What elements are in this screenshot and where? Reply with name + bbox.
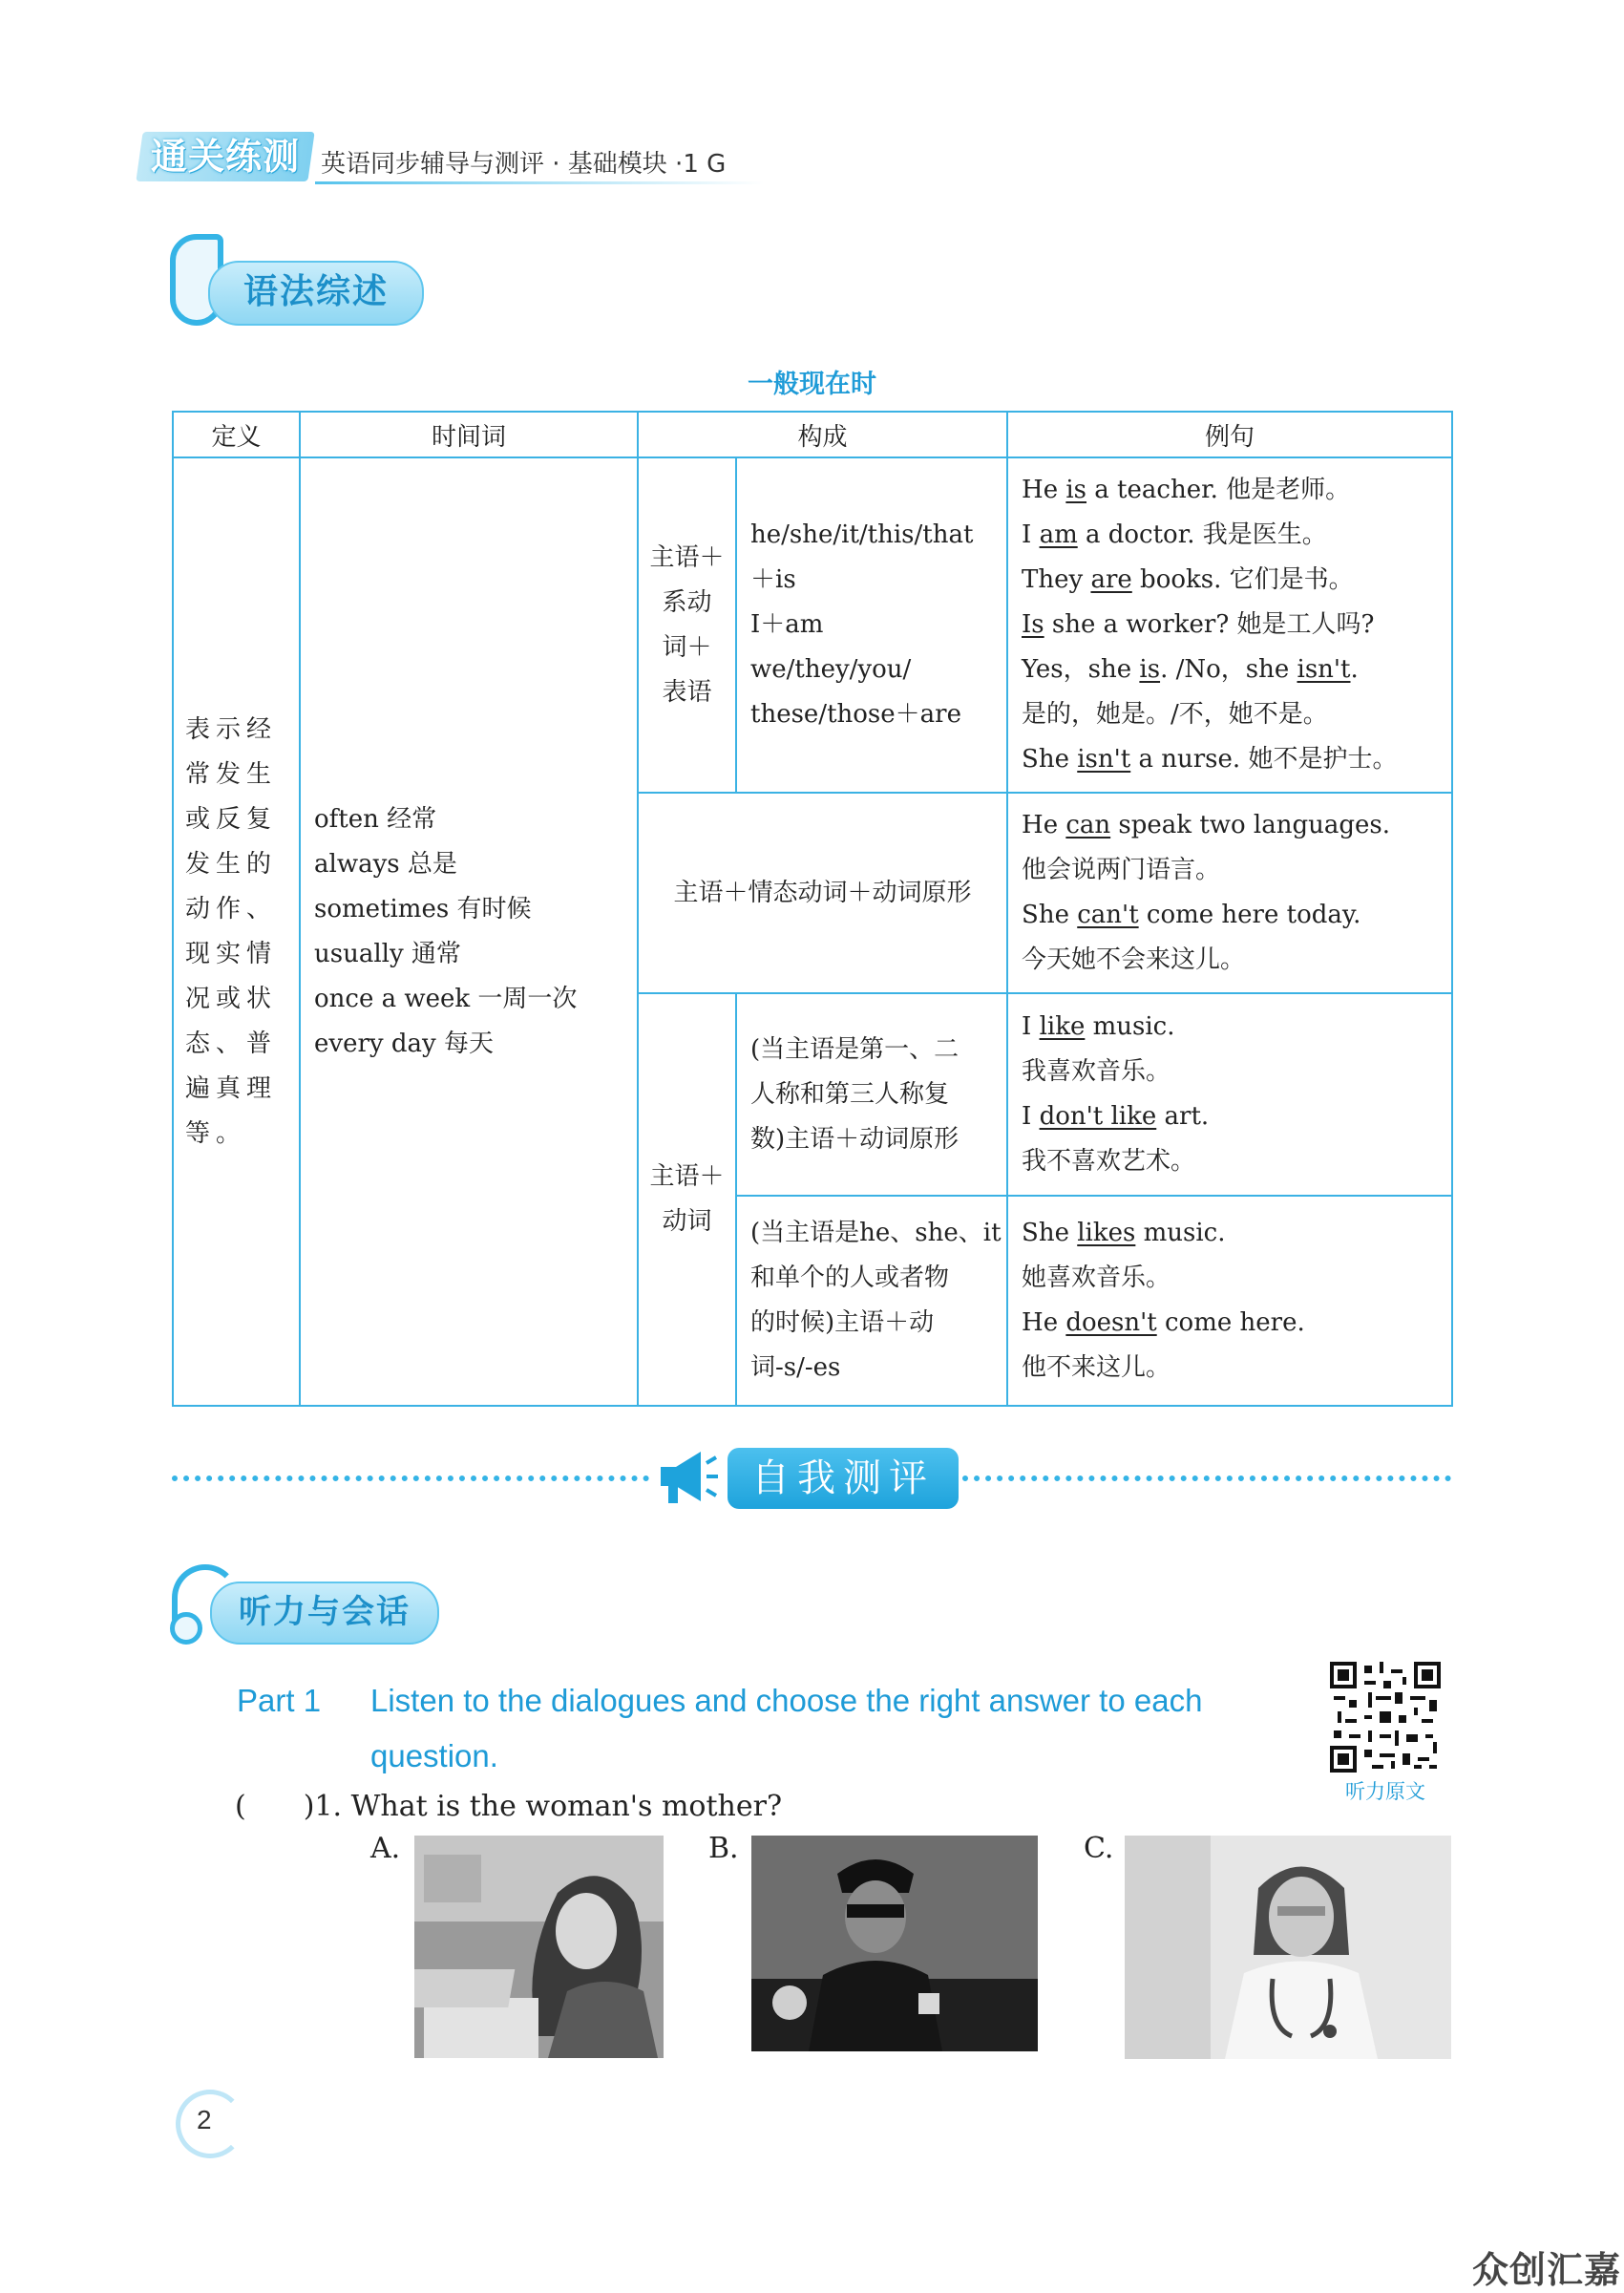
form-line: ＋is — [750, 565, 796, 594]
grammar-banner — [208, 261, 424, 326]
example-text: a teacher. 他是老师。 — [1086, 476, 1351, 504]
header-structure: 构成 — [638, 412, 1007, 457]
label-line: 动词 — [662, 1207, 712, 1236]
example-line: 她喜欢音乐。 — [1022, 1263, 1171, 1292]
part-label: Part 1 — [237, 1683, 322, 1718]
instruction-text: Listen to the dialogues and choose the right answer to each question. — [370, 1683, 1203, 1773]
example-text: . — [1350, 655, 1359, 684]
underlined-verb: like — [1039, 1012, 1086, 1041]
example-line — [1022, 558, 1438, 603]
police-officer-photo[interactable] — [751, 1836, 1038, 2051]
header-time-words: 时间词 — [300, 412, 638, 457]
example-line — [1022, 893, 1438, 938]
example-text: speak two languages. — [1110, 811, 1391, 839]
example-line — [1022, 1301, 1438, 1346]
example-line — [1022, 1005, 1438, 1050]
be-examples-cell — [1007, 457, 1452, 793]
header-examples: 例句 — [1007, 412, 1452, 457]
underlined-verb: can — [1065, 811, 1111, 839]
header-rule — [315, 181, 764, 184]
form-line: 的时候)主语＋动 — [750, 1308, 935, 1337]
example-line — [1022, 603, 1438, 648]
base-verb-examples-cell — [1007, 993, 1452, 1196]
doctor-photo[interactable] — [1125, 1836, 1451, 2059]
be-forms-cell — [736, 457, 1007, 793]
underlined-verb: are — [1090, 565, 1132, 594]
book-subtitle: 英语同步辅导与测评 · 基础模块 ·1 G — [321, 150, 727, 179]
example-text: music. — [1085, 1012, 1175, 1041]
example-text: He — [1022, 1308, 1066, 1337]
example-text: . /No，she — [1160, 655, 1297, 684]
example-line — [1022, 1211, 1438, 1256]
self-test-banner — [728, 1448, 959, 1509]
example-line — [1022, 648, 1438, 692]
form-line: (当主语是第一、二 — [750, 1034, 960, 1064]
qr-caption: 听力原文 — [1345, 1780, 1425, 1803]
example-line — [1022, 737, 1438, 782]
label-line: 词＋ — [662, 632, 712, 662]
example-line: 我不喜欢艺术。 — [1022, 1147, 1196, 1176]
example-text: He — [1022, 811, 1066, 839]
label-line: 主语＋ — [649, 542, 725, 572]
example-text: She — [1022, 901, 1078, 929]
table-title: 一般现在时 — [748, 370, 876, 399]
table-header-row — [173, 412, 1452, 457]
example-text: a nurse. 她不是护士。 — [1130, 745, 1398, 774]
underlined-verb: isn't — [1077, 745, 1131, 774]
linking-verb-label — [638, 457, 736, 793]
answer-blank[interactable]: ( )1. — [235, 1790, 343, 1823]
base-verb-form-cell — [736, 993, 1007, 1196]
third-person-examples-cell — [1007, 1196, 1452, 1406]
example-text: come here today. — [1138, 901, 1361, 929]
example-line: 他不来这儿。 — [1022, 1353, 1171, 1382]
grammar-banner-text: 语法综述 — [243, 272, 389, 311]
listening-banner-text: 听力与会话 — [239, 1593, 411, 1631]
form-line: these/those＋are — [750, 700, 961, 729]
time-word: often 经常 — [314, 804, 437, 834]
example-text: come here. — [1156, 1308, 1305, 1337]
option-b-label[interactable]: B. — [708, 1832, 739, 1865]
page-number: 2 — [197, 2105, 212, 2134]
example-text: music. — [1135, 1219, 1226, 1247]
definition-cell: 表示经常发生或反复发生的动作、现实情况或状态、普遍真理等。 — [173, 457, 300, 1406]
form-line: 词-s/-es — [750, 1353, 841, 1382]
example-text: They — [1022, 565, 1091, 594]
modal-form-cell: 主语＋情态动词＋动词原形 — [638, 793, 1007, 993]
headphone-earcup-icon — [170, 1612, 202, 1645]
time-word: usually 通常 — [314, 939, 461, 968]
table-row — [173, 457, 1452, 793]
watermark: 众创汇嘉 — [1472, 2249, 1622, 2291]
example-line: 是的，她是。/不，她不是。 — [1022, 700, 1328, 729]
self-test-banner-text: 自我测评 — [751, 1456, 935, 1500]
time-word: always 总是 — [314, 849, 457, 879]
dotted-divider-left — [172, 1476, 649, 1481]
series-logo-text: 通关练测 — [150, 136, 300, 178]
example-line: 他会说两门语言。 — [1022, 856, 1221, 884]
example-line — [1022, 803, 1438, 848]
form-line: 和单个的人或者物 — [750, 1263, 950, 1292]
example-text: I — [1022, 1102, 1040, 1131]
underlined-verb: isn't — [1297, 655, 1351, 684]
example-text: art. — [1156, 1102, 1210, 1131]
example-text: books. 它们是书。 — [1131, 565, 1354, 594]
option-c-label[interactable]: C. — [1084, 1832, 1114, 1865]
example-text: a doctor. 我是医生。 — [1077, 520, 1327, 549]
example-line — [1022, 468, 1438, 513]
underlined-verb: don't like — [1039, 1102, 1157, 1131]
example-line — [1022, 513, 1438, 558]
time-words-cell — [300, 457, 638, 1406]
underlined-verb: doesn't — [1065, 1308, 1157, 1337]
dotted-divider-right — [962, 1476, 1451, 1481]
verb-label — [638, 993, 736, 1406]
megaphone-icon — [655, 1444, 718, 1509]
qr-code-icon[interactable] — [1330, 1662, 1441, 1773]
example-text: She — [1022, 745, 1078, 774]
series-logo — [136, 132, 314, 181]
label-line: 系动 — [662, 587, 712, 617]
underlined-verb: can't — [1077, 901, 1139, 929]
example-line — [1022, 1094, 1438, 1139]
form-line: 人称和第三人称复 — [750, 1079, 950, 1109]
form-line: he/she/it/this/that — [750, 520, 974, 549]
form-line: 数)主语＋动词原形 — [750, 1124, 960, 1154]
underlined-verb: likes — [1077, 1219, 1136, 1247]
listening-banner — [210, 1582, 439, 1645]
woman-with-laptop-photo[interactable] — [414, 1836, 664, 2058]
label-line: 主语＋ — [649, 1162, 725, 1191]
underlined-verb: is — [1139, 655, 1161, 684]
example-line: 我喜欢音乐。 — [1022, 1057, 1171, 1086]
example-text: she a worker? 她是工人吗? — [1044, 610, 1375, 639]
label-line: 表语 — [662, 677, 712, 707]
form-line: we/they/you/ — [750, 655, 912, 684]
underlined-verb: am — [1039, 520, 1078, 549]
modal-examples-cell — [1007, 793, 1452, 993]
question-1 — [235, 1782, 782, 1824]
option-a-label[interactable]: A. — [370, 1832, 401, 1865]
question-text: What is the woman's mother? — [350, 1790, 783, 1823]
form-line: (当主语是he、she、it — [750, 1219, 1002, 1247]
underlined-verb: Is — [1022, 610, 1044, 639]
header-definition: 定义 — [173, 412, 300, 457]
grammar-table — [172, 411, 1453, 1407]
underlined-verb: is — [1065, 476, 1087, 504]
example-text: I — [1022, 1012, 1040, 1041]
form-line: I＋am — [750, 610, 824, 639]
example-text: He — [1022, 476, 1066, 504]
time-word: once a week 一周一次 — [314, 984, 578, 1013]
third-person-form-cell — [736, 1196, 1007, 1406]
example-text: I — [1022, 520, 1040, 549]
time-word: every day 每天 — [314, 1029, 494, 1058]
example-text: She — [1022, 1219, 1078, 1247]
example-line: 今天她不会来这儿。 — [1022, 945, 1246, 974]
example-text: Yes，she — [1022, 655, 1140, 684]
time-word: sometimes 有时候 — [314, 894, 532, 924]
